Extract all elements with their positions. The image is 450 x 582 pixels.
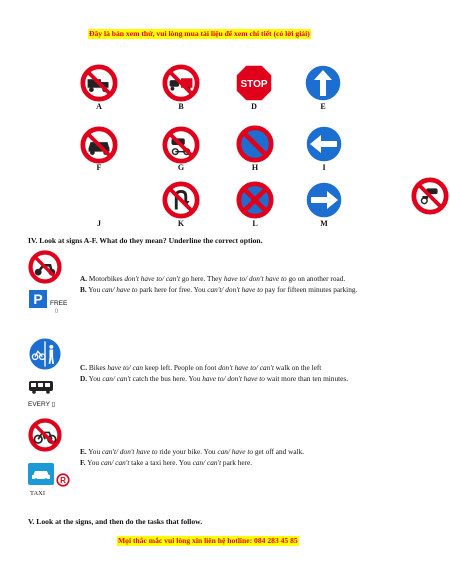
taxi-label: TAXI [30, 490, 46, 497]
sign-label-d: D [251, 102, 257, 111]
sign-label-m: M [320, 219, 328, 228]
stop-text: STOP [240, 79, 268, 90]
no-stopping-sign-icon [236, 181, 274, 219]
parking-sign-icon: P [29, 290, 47, 308]
no-cars-sign-icon [80, 126, 118, 164]
no-cycling-sign-icon [28, 418, 62, 452]
no-parking-sign-icon [236, 125, 274, 163]
sign-label-j: J [97, 219, 101, 228]
preview-banner: Đây là bản xem thử, vui lòng mua tài liệu để xem chi tiết (có lời giải) [89, 29, 310, 38]
section-iv-heading: IV. Look at signs A-F. What do they mean? Underline the correct option. [28, 236, 263, 245]
no-motorbikes-sign-icon [28, 250, 62, 284]
bus-icon [28, 380, 54, 394]
stop-sign-icon [234, 63, 274, 103]
every-label: EVERY ▯ [28, 401, 56, 408]
no-truck-sign-icon [80, 64, 118, 102]
missing-glyph-icon: ▯ [55, 308, 58, 314]
sentence-c: C. Bikes have to/ can keep left. People on foot don't have to/ can't walk on the left [80, 363, 322, 372]
sign-label-e: E [320, 102, 326, 111]
no-u-turn-sign-icon [162, 181, 200, 219]
sign-label-i: I [322, 163, 326, 172]
registered-icon [56, 473, 70, 487]
svg-text:R: R [60, 476, 66, 485]
free-label: FREE [50, 300, 68, 307]
taxi-sign-icon [28, 463, 54, 485]
sign-label-f: F [96, 163, 102, 172]
turn-right-sign-icon [304, 180, 344, 220]
sign-label-a: A [96, 102, 102, 111]
sentence-d: D. You can/ can't catch the bus here. You have to/ don't have to wait more than ten minutes. [80, 374, 349, 383]
hotline-banner: Mọi thắc mắc vui lòng xin liên hệ hotline: 084 283 45 85 [118, 536, 298, 545]
sentence-a: A. Motorbikes don't have to/ can't go here. They have to/ don't have to go on another road. [80, 274, 346, 283]
no-overtaking-sign-icon [162, 64, 200, 102]
sign-label-b: B [178, 102, 184, 111]
sign-label-k: K [177, 219, 185, 228]
ahead-only-sign-icon [303, 63, 343, 103]
no-motor-vehicles-sign-icon [162, 126, 200, 164]
sign-label-h: H [251, 163, 259, 172]
sign-label-l: L [252, 219, 258, 228]
cycle-pedestrian-sign-icon [27, 336, 63, 372]
turn-left-sign-icon [304, 124, 344, 164]
section-v-heading: V. Look at the signs, and then do the tasks that follow. [28, 517, 203, 526]
sentence-e: E. You can't/ don't have to ride your bike. You can/ have to get off and walk. [80, 447, 305, 456]
sentence-f: F. You can/ can't take a taxi here. You can/ can't park here. [80, 458, 253, 467]
no-car-motorbike-sign-icon [411, 177, 449, 215]
sentence-b: B. You can/ have to park here for free. You can't/ don't have to pay for fifteen minutes parking. [80, 285, 358, 294]
sign-label-g: G [177, 163, 185, 172]
